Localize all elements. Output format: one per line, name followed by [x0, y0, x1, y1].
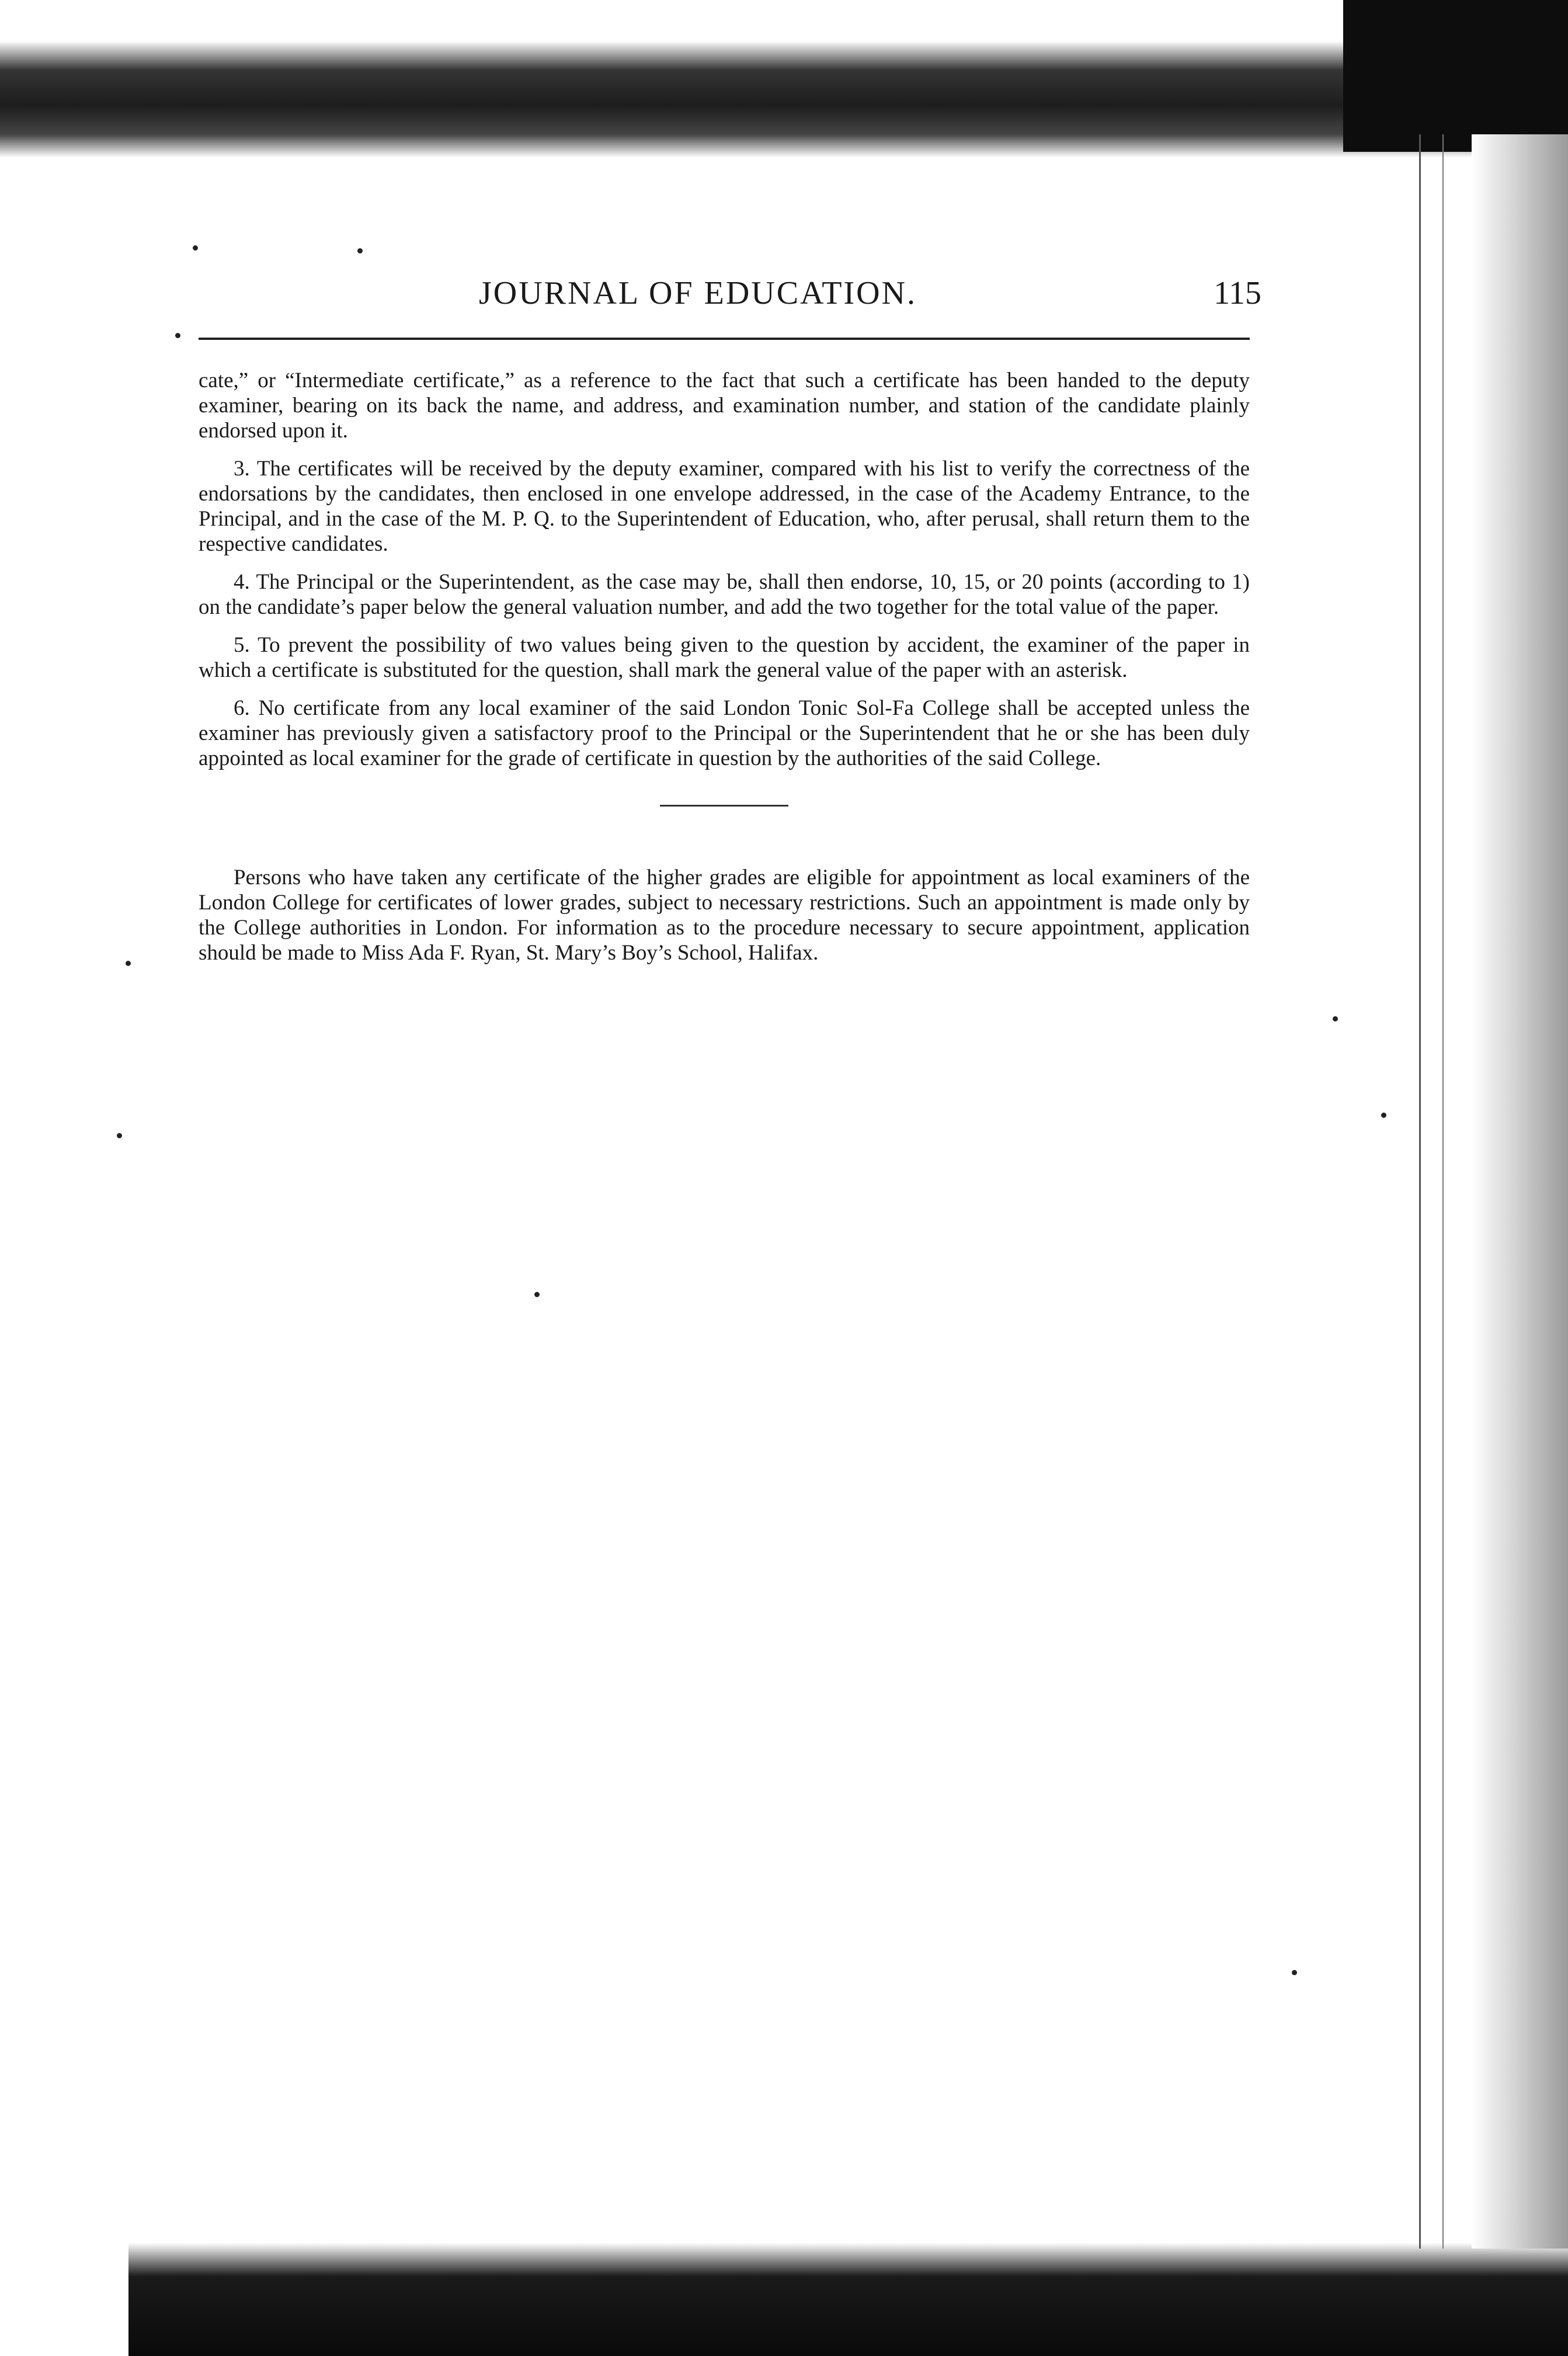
paragraph-item-3: 3. The certificates will be received by the deputy examiner, compared with his list to verify the correctness of the endorsations by the candidates, then enclosed in one envelope addressed, in the case of the Academy Entrance, to the Principal, and in the case of the M. P. Q. to the Superintendent of Education, who, after perusal, shall return them to the respective candidates. — [199, 457, 1250, 556]
page-edge-line — [1419, 134, 1421, 2249]
scan-speck — [1292, 1970, 1297, 1975]
scan-speck — [1333, 1016, 1338, 1021]
article-body — [199, 368, 1250, 978]
running-header — [175, 274, 1261, 327]
scan-border-top — [0, 41, 1568, 158]
scan-speck — [193, 245, 198, 251]
paragraph-continued: cate,” or “Intermediate certificate,” as a reference to the fact that such a certificate has been handed to the deputy examiner, bearing on its back the name, and address, and examination number, and station of the candidate plainly endorsed upon it. — [199, 369, 1250, 443]
paragraph-item-6: 6. No certificate from any local examiner of the said London Tonic Sol-Fa College shall be accepted unless the examiner has previously given a satisfactory proof to the Principal or the Superintendent that he or she has been duly appointed as local examiner for the grade of certificate in question by the authorities of the said College. — [199, 696, 1250, 770]
paragraph-item-5: 5. To prevent the possibility of two values being given to the question by accident, the examiner of the paper in which a certificate is substituted for the question, shall mark the general value of the paper with an asterisk. — [199, 633, 1250, 682]
section-divider — [660, 805, 788, 807]
page-edge-line — [1442, 134, 1444, 2249]
paragraph-item-4: 4. The Principal or the Superintendent, as the case may be, shall then endorse, 10, 15, or 20 points (according to 1) on the candidate’s paper below the general valuation number, and add the two together for the total value of the paper. — [199, 570, 1250, 619]
scan-corner-top-right — [1343, 0, 1568, 152]
scan-speck — [126, 961, 131, 966]
scan-speck — [357, 248, 363, 253]
scan-speck — [1381, 1113, 1386, 1118]
scan-speck — [175, 333, 180, 338]
scan-speck — [534, 1292, 540, 1297]
scan-speck — [117, 1133, 122, 1138]
journal-title: JOURNAL OF EDUCATION. — [479, 275, 917, 311]
page-number: 115 — [1214, 275, 1261, 311]
scan-border-bottom — [128, 2243, 1568, 2356]
page-binding-shadow — [1472, 134, 1568, 2249]
header-rule — [199, 338, 1250, 340]
appointment-note: Persons who have taken any certificate of the higher grades are eligible for appointment as local examiners of the London College for certificates of lower grades, subject to necessary restrictions. Such an appointment is made only by the College authorities in London. For information as to the procedure necessary to secure appointment, application should be made to Miss Ada F. Ryan, St. Mary’s Boy’s School, Halifax. — [199, 866, 1250, 965]
